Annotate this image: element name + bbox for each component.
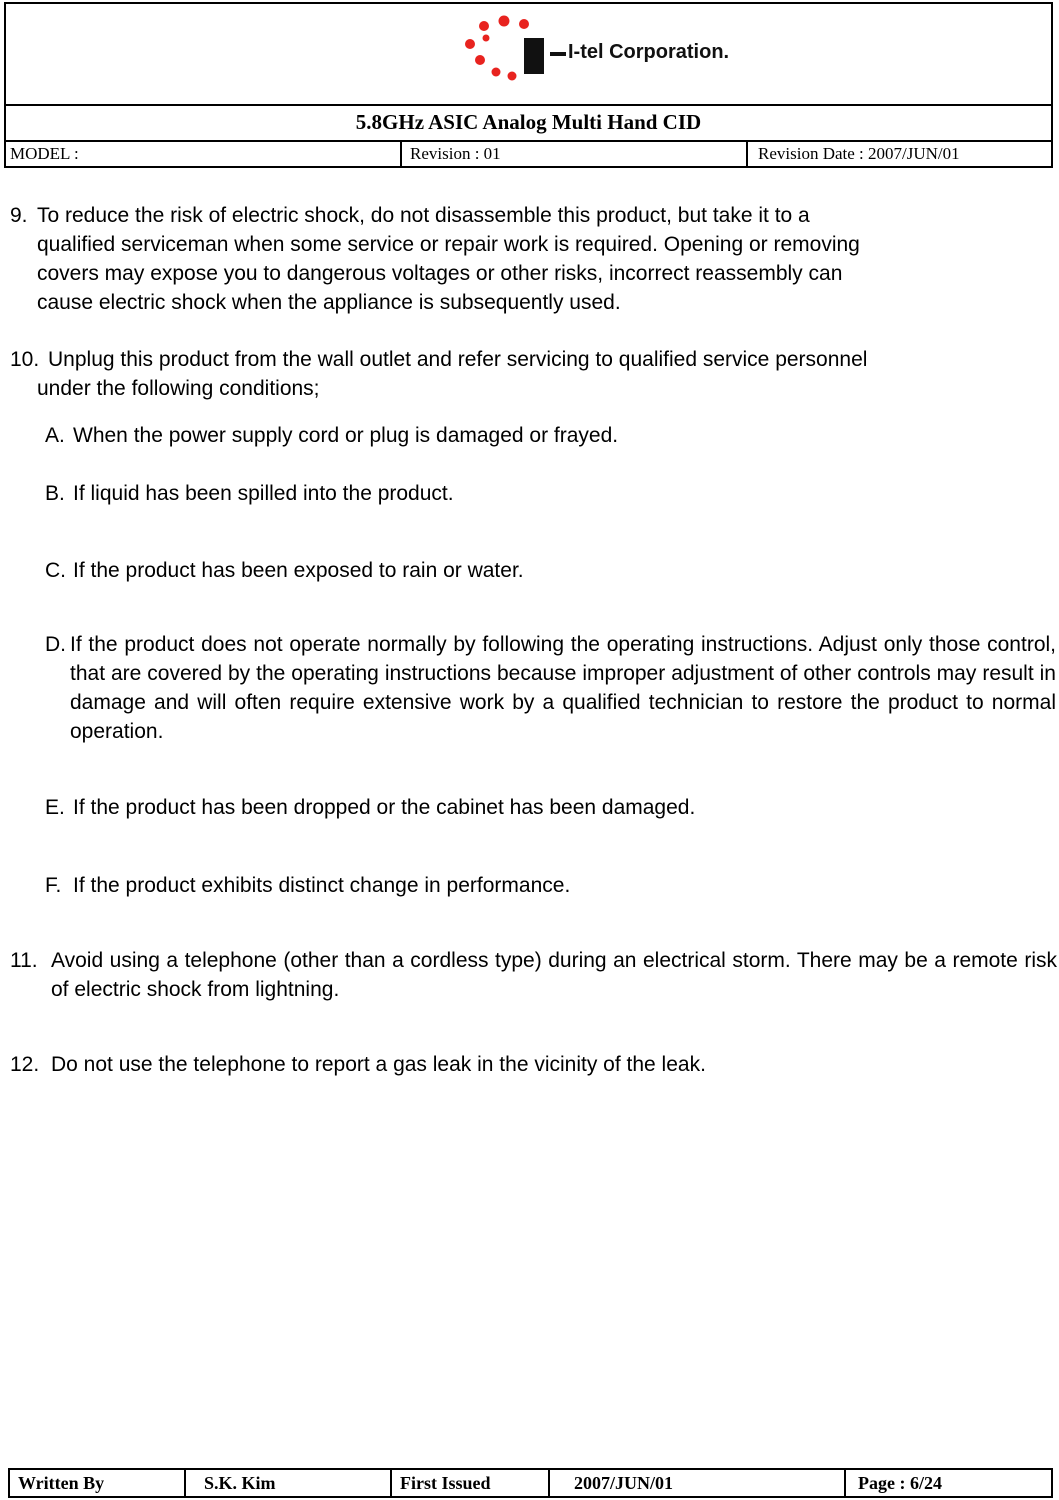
sub-item-letter: E. [45,796,65,819]
sub-item-letter: F. [45,874,62,897]
sub-item-text: If the product has been dropped or the cabinet has been damaged. [73,796,696,819]
item-line: To reduce the risk of electric shock, do not disassemble this product, but take it to a [37,204,810,227]
item-number: 10. [10,348,40,371]
item-number: 9. [10,204,28,227]
item-text: Avoid using a telephone (other than a cordless type) during an electrical storm. There may be a remote risk of electric shock from lightning. [51,949,1057,1001]
item-number: 12. [10,1053,40,1076]
revision-date: Revision Date : 2007/JUN/01 [758,144,960,163]
written-by-label: Written By [10,1470,186,1496]
sub-item-letter: B. [45,482,65,505]
model-label: MODEL : [6,140,402,168]
revision: Revision : 01 [402,140,748,168]
sub-item-letter: A. [45,424,65,447]
document-title: 5.8GHz ASIC Analog Multi Hand CID [6,104,1051,142]
sub-item-text: If the product exhibits distinct change in performance. [73,874,571,897]
item-text: Do not use the telephone to report a gas leak in the vicinity of the leak. [51,1053,706,1076]
item-line: under the following conditions; [37,377,320,400]
first-issued-label: First Issued [392,1470,550,1496]
item-line: qualified serviceman when some service or repair work is required. Opening or removing [37,233,860,256]
sub-item-text: If the product does not operate normally by following the operating instructions. Adjust only those control, that are covered by the operating instructions because improper adjustment of other controls may result in damage and will often require extensive work by a qualified technician to restore the product to normal operation. [70,633,1056,743]
logo-wordmark: I-tel Corporation. [568,41,730,63]
item-line: covers may expose you to dangerous voltages or other risks, incorrect reassembly can [37,262,843,285]
meta-row [6,140,1051,168]
document-footer [8,1468,1053,1498]
page-number: Page : 6/24 [858,1473,942,1493]
sub-item-text: When the power supply cord or plug is damaged or frayed. [73,424,619,447]
item-line: cause electric shock when the appliance is subsequently used. [37,291,621,314]
first-issued: 2007/JUN/01 [550,1470,846,1496]
sub-item-text: If the product has been exposed to rain or water. [73,559,524,582]
document-header [4,2,1053,168]
sub-item-letter: C. [45,559,66,582]
written-by: S.K. Kim [186,1470,392,1496]
sub-item-text: If liquid has been spilled into the product. [73,482,454,505]
itel-logo [460,14,730,92]
item-number: 11. [10,949,38,972]
logo-row [6,4,1051,106]
item-line: Unplug this product from the wall outlet and refer servicing to qualified service personnel [48,348,868,371]
sub-item-letter: D. [45,633,66,656]
